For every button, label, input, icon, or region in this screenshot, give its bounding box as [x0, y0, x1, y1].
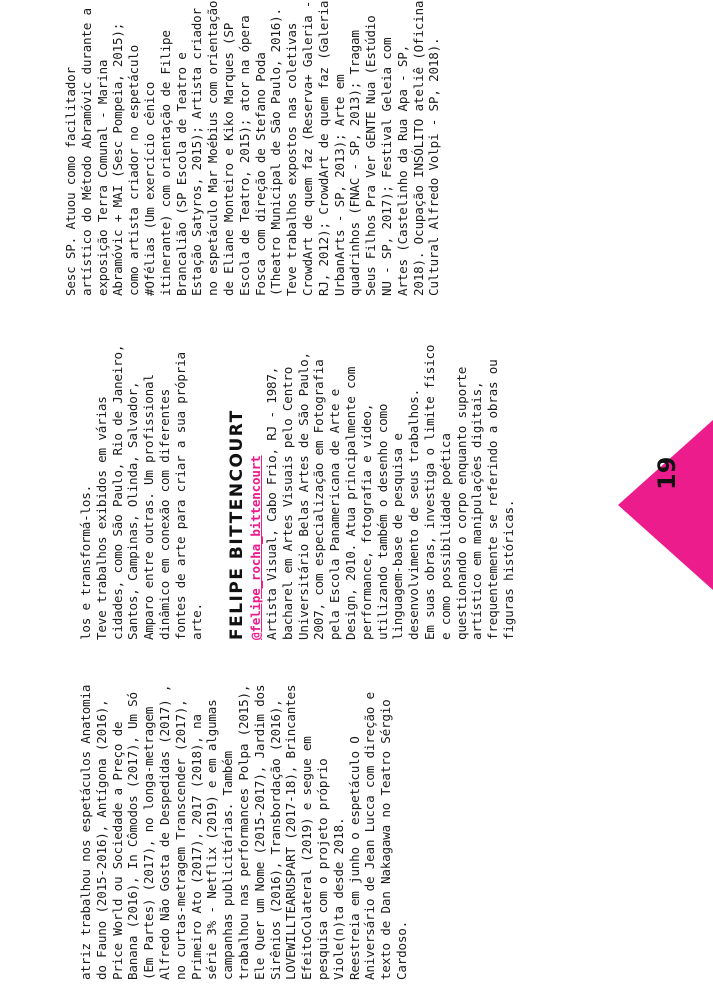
paragraph: los e transformá-los.: [78, 484, 93, 640]
text-column-2: [78, 337, 517, 640]
paragraph: Artista Visual, Cabo Frio, RJ - 1987, bacharel em Artes Visuais pelo Centro Universitário Belas Artes de São Paulo, 2007, com especialização em Fotografia pela Escola Panamericana de Arte e Design, 2010. Atua principalmente com performance, fotografia e vídeo, utilizando também o desenho como linguagem-base de pesquisa e desenvolvimento de seus trabalhos.: [263, 344, 422, 640]
paragraph: atriz trabalhou nos espetáculos Anatomia do Fauno (2015-2016), Antígona (2016), Price World ou Sociedade a Preço de Banana (2016), In Cômodos (2017), Um Só (Em Partes) (2017), no longa-metragem Alfredo Não Gosta de Despedidas (2017) , no curtas-metragem Transcender (2017), Primeiro Ato (2017), 2017 (2018), na série 3% - Netflix (2019) e em algumas campanhas publicitárias. Também trabalhou nas performances Polpa (2015), Ele Quer um Nome (2015-2017), Jardim dos Sirênios (2016), Transbordação (2016), LOVEWILLTEARUSPART (2017-18), Brincantes EfeitoColateral (2019) e segue em pesquisa com o projeto próprio Viole(n)ta desde 2018.: [78, 677, 346, 980]
paragraph: Teve trabalhos exibidos em várias cidades, como São Paulo, Rio de Janeiro, Santos, Campinas, Olinda, Salvador, Amparo entre outras. Um profissional dinâmico em conexão com diferentes fontes de arte para criar a sua própria arte.: [93, 337, 204, 640]
paragraph: Sesc SP. Atuou como facilitador artístico do Método Abramóvic durante a exposição Terra Comunal - Marina Abramóvic + MAI (Sesc Pompeia, 2015); como artista criador no espetáculo #Ofélias (Um exercício cênico itinerante) com orientação de Filipe Brancalião (SP Escola de Teatro e Estação Satyros, 2015); Artista criador no espetáculo Mar Moébius com orientação de Eliane Monteiro e Kiko Marques (SP Escola de Teatro, 2015); ator na ópera Fosca com direção de Stefano Poda (Theatro Municipal de São Paulo, 2016). Teve trabalhos expostos nas coletivas CrowdArt de quem faz (Reserva+ Galeria - RJ, 2012); CrowdArt de quem faz (Galeria UrbanArts - SP, 2013); Arte em quadrinhos (FNAC - SP, 2013); Tragam Seus Filhos Pra Ver GENTE Nua (Estúdio NU - SP, 2017); Festival Geleia com Artes (Castelinho da Rua Apa - SP, 2018). Ocupação INSÓLITO ateliê (Oficina Cultural Alfredo Volpi - SP, 2018).: [63, 0, 442, 296]
artist-name-heading: FELIPE BITTENCOURT: [227, 409, 248, 640]
text-column-3: [63, 0, 442, 296]
paragraph: Reestreia em junho o espetáculo O Aniversário de Jean Lucca com direção e texto de Dan Nakagawa no Teatro Sérgio Cardoso.: [346, 684, 409, 980]
instagram-handle-link[interactable]: @felipe_rocha_bittencourt: [248, 455, 264, 640]
text-column-1: [78, 677, 410, 980]
page-number: 19: [653, 456, 681, 490]
paragraph: Em suas obras, investiga o limite físico e como possibilidade poética questionando o corpo enquanto suporte artístico em manipulações digitais, frequentemente se referindo a obras ou figuras históricas.: [421, 337, 516, 640]
